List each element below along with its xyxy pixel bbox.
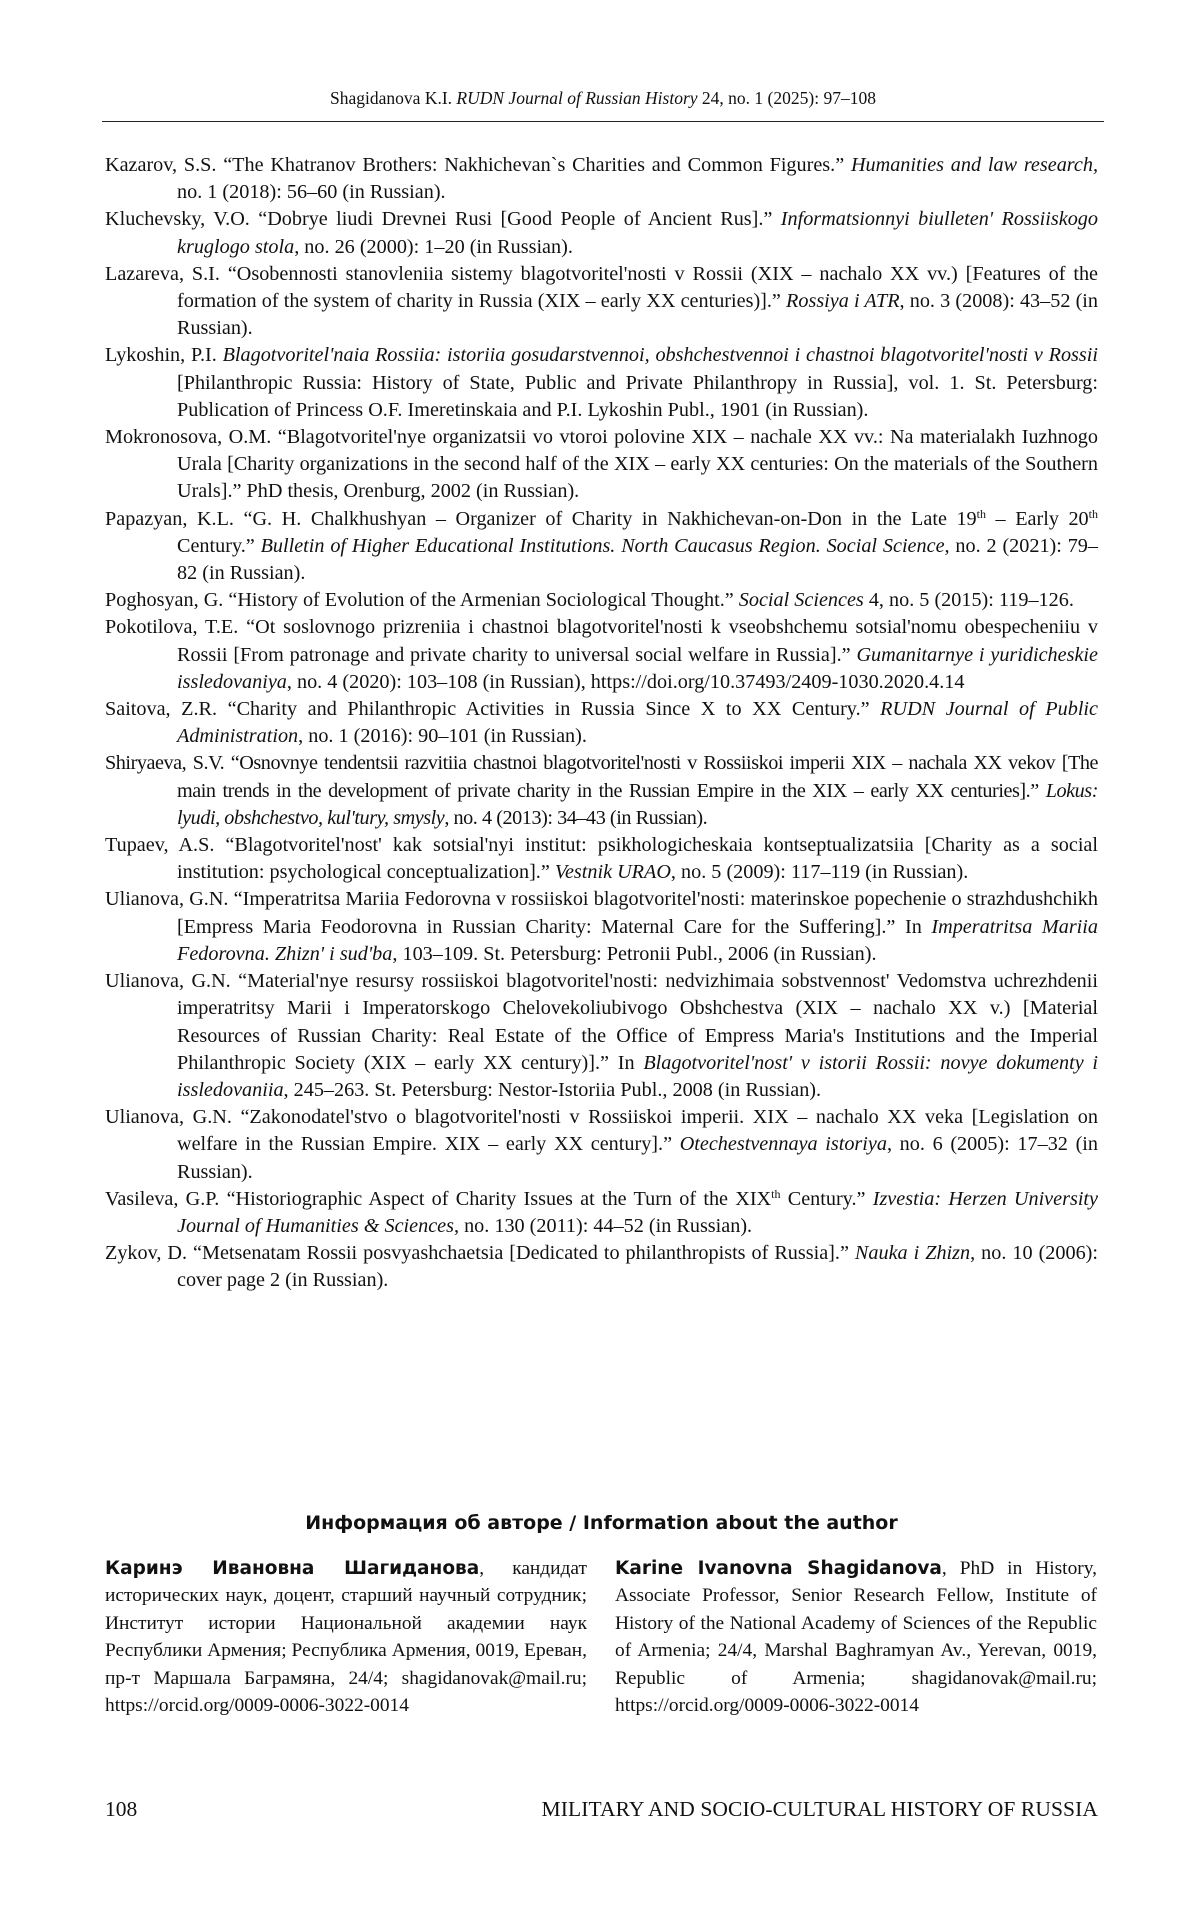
reference-papazyan: Papazyan, K.L. “G. H. Chalkhushyan – Organizer of Charity in Nakhichevan-on-Don in the Late 19th – Early 20th Century.” Bulletin of Higher Educational Institutions. North Caucasus Region. Social Science, no. 2 (2021): 79–82 (in Russian).: [105, 506, 1098, 585]
author-info-russian: [105, 1555, 587, 1719]
reference-ulianova-2: Ulianova, G.N. “Material'nye resursy rossiiskoi blagotvoritel'nosti: nedvizhimaia sobstvennost' Vedomstva uchrezhdenii imperatritsy Marii i Imperatorskogo Chelovekoliubivogo Obshchestva (XIX – nachalo XX v.) [Material Resources of Russian Charity: Real Estate of the Office of Empress Maria's Institutions and the Imperial Philanthropic Society (XIX – early XX century)].” In Blagotvoritel'nost' v istorii Rossii: novye dokumenty i issledovaniia, 245–263. St. Petersburg: Nestor-Istoriia Publ., 2008 (in Russian).: [105, 970, 1099, 1101]
reference-tupaev: Tupaev, A.S. “Blagotvoritel'nost' kak sotsial'nyi institut: psikhologicheskaia kontseptualizatsiia [Charity as a social institution: psychological conceptualization].” Vestnik URAO, no. 5 (2009): 117–119 (in Russian).: [105, 834, 1098, 884]
running-head-author: Shagidanova K.I.: [330, 88, 453, 108]
author-info-heading: Информация об авторе / Information about the author: [305, 1512, 898, 1534]
reference-lykoshin: Lykoshin, P.I. Blagotvoritel'naia Rossiia: istoriia gosudarstvennoi, obshchestvennoi i chastnoi blagotvoritel'nosti v Rossii [Philanthropic Russia: History of State, Public and Private Philanthropy in Russia], vol. 1. St. Petersburg: Publication of Princess O.F. Imeretinskaia and P.I. Lykoshin Publ., 1901 (in Russian).: [105, 344, 1098, 421]
reference-kluchevsky: Kluchevsky, V.O. “Dobrye liudi Drevnei Rusi [Good People of Ancient Rus].” Informatsionnyi biulleten' Rossiiskogo kruglogo stola, no. 26 (2000): 1–20 (in Russian).: [105, 208, 1098, 258]
reference-poghosyan: Poghosyan, G. “History of Evolution of the Armenian Sociological Thought.” Social Sciences 4, no. 5 (2015): 119–126.: [105, 589, 1074, 612]
reference-saitova: Saitova, Z.R. “Charity and Philanthropic Activities in Russia Since X to XX Century.” RUDN Journal of Public Administration, no. 1 (2016): 90–101 (in Russian).: [105, 698, 1098, 748]
reference-pokotilova: Pokotilova, T.E. “Ot soslovnogo prizreniia i chastnoi blagotvoritel'nosti k vseobshchemu sotsial'nomu obespecheniiu v Rossii [From patronage and private charity to universal social welfare in Russia].” Gumanitarnye i yuridicheskie issledovaniya, no. 4 (2020): 103–108 (in Russian), https://doi.org/10.37493/2409-1030.2020.4.14: [105, 616, 1098, 693]
reference-ulianova-3: Ulianova, G.N. “Zakonodatel'stvo o blagotvoritel'nosti v Rossiiskoi imperii. XIX – nachalo XX veka [Legislation on welfare in the Russian Empire. XIX – early XX century].” Otechestvennaya istoriya, no. 6 (2005): 17–32 (in Russian).: [105, 1106, 1098, 1183]
reference-ulianova-1: Ulianova, G.N. “Imperatritsa Mariia Fedorovna v rossiiskoi blagotvoritel'nosti: materinskoe popechenie o strazhdushchikh [Empress Maria Feodorovna in Russian Charity: Maternal Care for the Suffering].” In Imperatritsa Mariia Fedorovna. Zhizn' i sud'ba, 103–109. St. Petersburg: Petronii Publ., 2006 (in Russian).: [105, 888, 1098, 965]
running-head-journal: RUDN Journal of Russian History: [456, 88, 698, 108]
journal-section-title: MILITARY AND SOCIO-CULTURAL HISTORY OF RUSSIA: [541, 1797, 1098, 1821]
author-info-english: [615, 1555, 1097, 1719]
author-name-english: Karine Ivanovna Shagidanova: [615, 1558, 942, 1579]
running-head-issue: 24, no. 1 (2025): 97–108: [701, 88, 876, 108]
reference-mokronosova: Mokronosova, O.M. “Blagotvoritel'nye organizatsii vo vtoroi polovine XIX – nachale XX vv.: Na materialakh Iuzhnogo Urala [Charity organizations in the second half of the XIX – early XX centuries: On the materials of the Southern Urals].” PhD thesis, Orenburg, 2002 (in Russian).: [105, 426, 1098, 503]
reference-zykov: Zykov, D. “Metsenatam Rossii posvyashchaetsia [Dedicated to philanthropists of Russia].” Nauka i Zhizn, no. 10 (2006): cover page 2 (in Russian).: [105, 1242, 1098, 1292]
reference-shiryaeva: Shiryaeva, S.V. “Osnovnye tendentsii razvitiia chastnoi blagotvoritel'nosti v Rossiiskoi imperii XIX – nachala XX vekov [The main trends in the development of private charity in the Russian Empire in the XIX – early XX centuries].” Lokus: lyudi, obshchestvo, kul'tury, smysly, no. 4 (2013): 34–43 (in Russian).: [105, 752, 1098, 829]
author-name-russian: Каринэ Ивановна Шагиданова: [105, 1558, 480, 1579]
header-rule: [102, 121, 1104, 122]
reference-kazarov: Kazarov, S.S. “The Khatranov Brothers: Nakhichevan`s Charities and Common Figures.” Humanities and law research, no. 1 (2018): 56–60 (in Russian).: [105, 154, 1099, 204]
running-head: [102, 88, 1104, 109]
reference-lazareva: Lazareva, S.I. “Osobennosti stanovleniia sistemy blagotvoritel'nosti v Rossii (XIX – nachalo XX vv.) [Features of the formation of the system of charity in Russia (XIX – early XX centuries)].” Rossiya i ATR, no. 3 (2008): 43–52 (in Russian).: [105, 262, 1098, 340]
author-details-russian: , кандидат исторических наук, доцент, старший научный сотрудник; Институт истории Национальной академии наук Республики Армения; Республика Армения, 0019, Ереван, пр-т Маршала Баграмяна, 24/4; shagidanovak@mail.ru; https://orcid.org/0009-0006-3022-0014: [105, 1558, 587, 1717]
reference-vasileva: Vasileva, G.P. “Historiographic Aspect of Charity Issues at the Turn of the XIXth Century.” Izvestia: Herzen University Journal of Humanities & Sciences, no. 130 (2011): 44–52 (in Russian).: [105, 1186, 1098, 1237]
author-details-english: , PhD in History, Associate Professor, Senior Research Fellow, Institute of History of the National Academy of Sciences of the Republic of Armenia; 24/4, Marshal Baghramyan Av., Yerevan, 0019, Republic of Armenia; shagidanovak@mail.ru; https://orcid.org/0009-0006-3022-0014: [615, 1558, 1098, 1717]
reference-list: [105, 152, 1098, 1295]
page-number: 108: [105, 1797, 138, 1821]
